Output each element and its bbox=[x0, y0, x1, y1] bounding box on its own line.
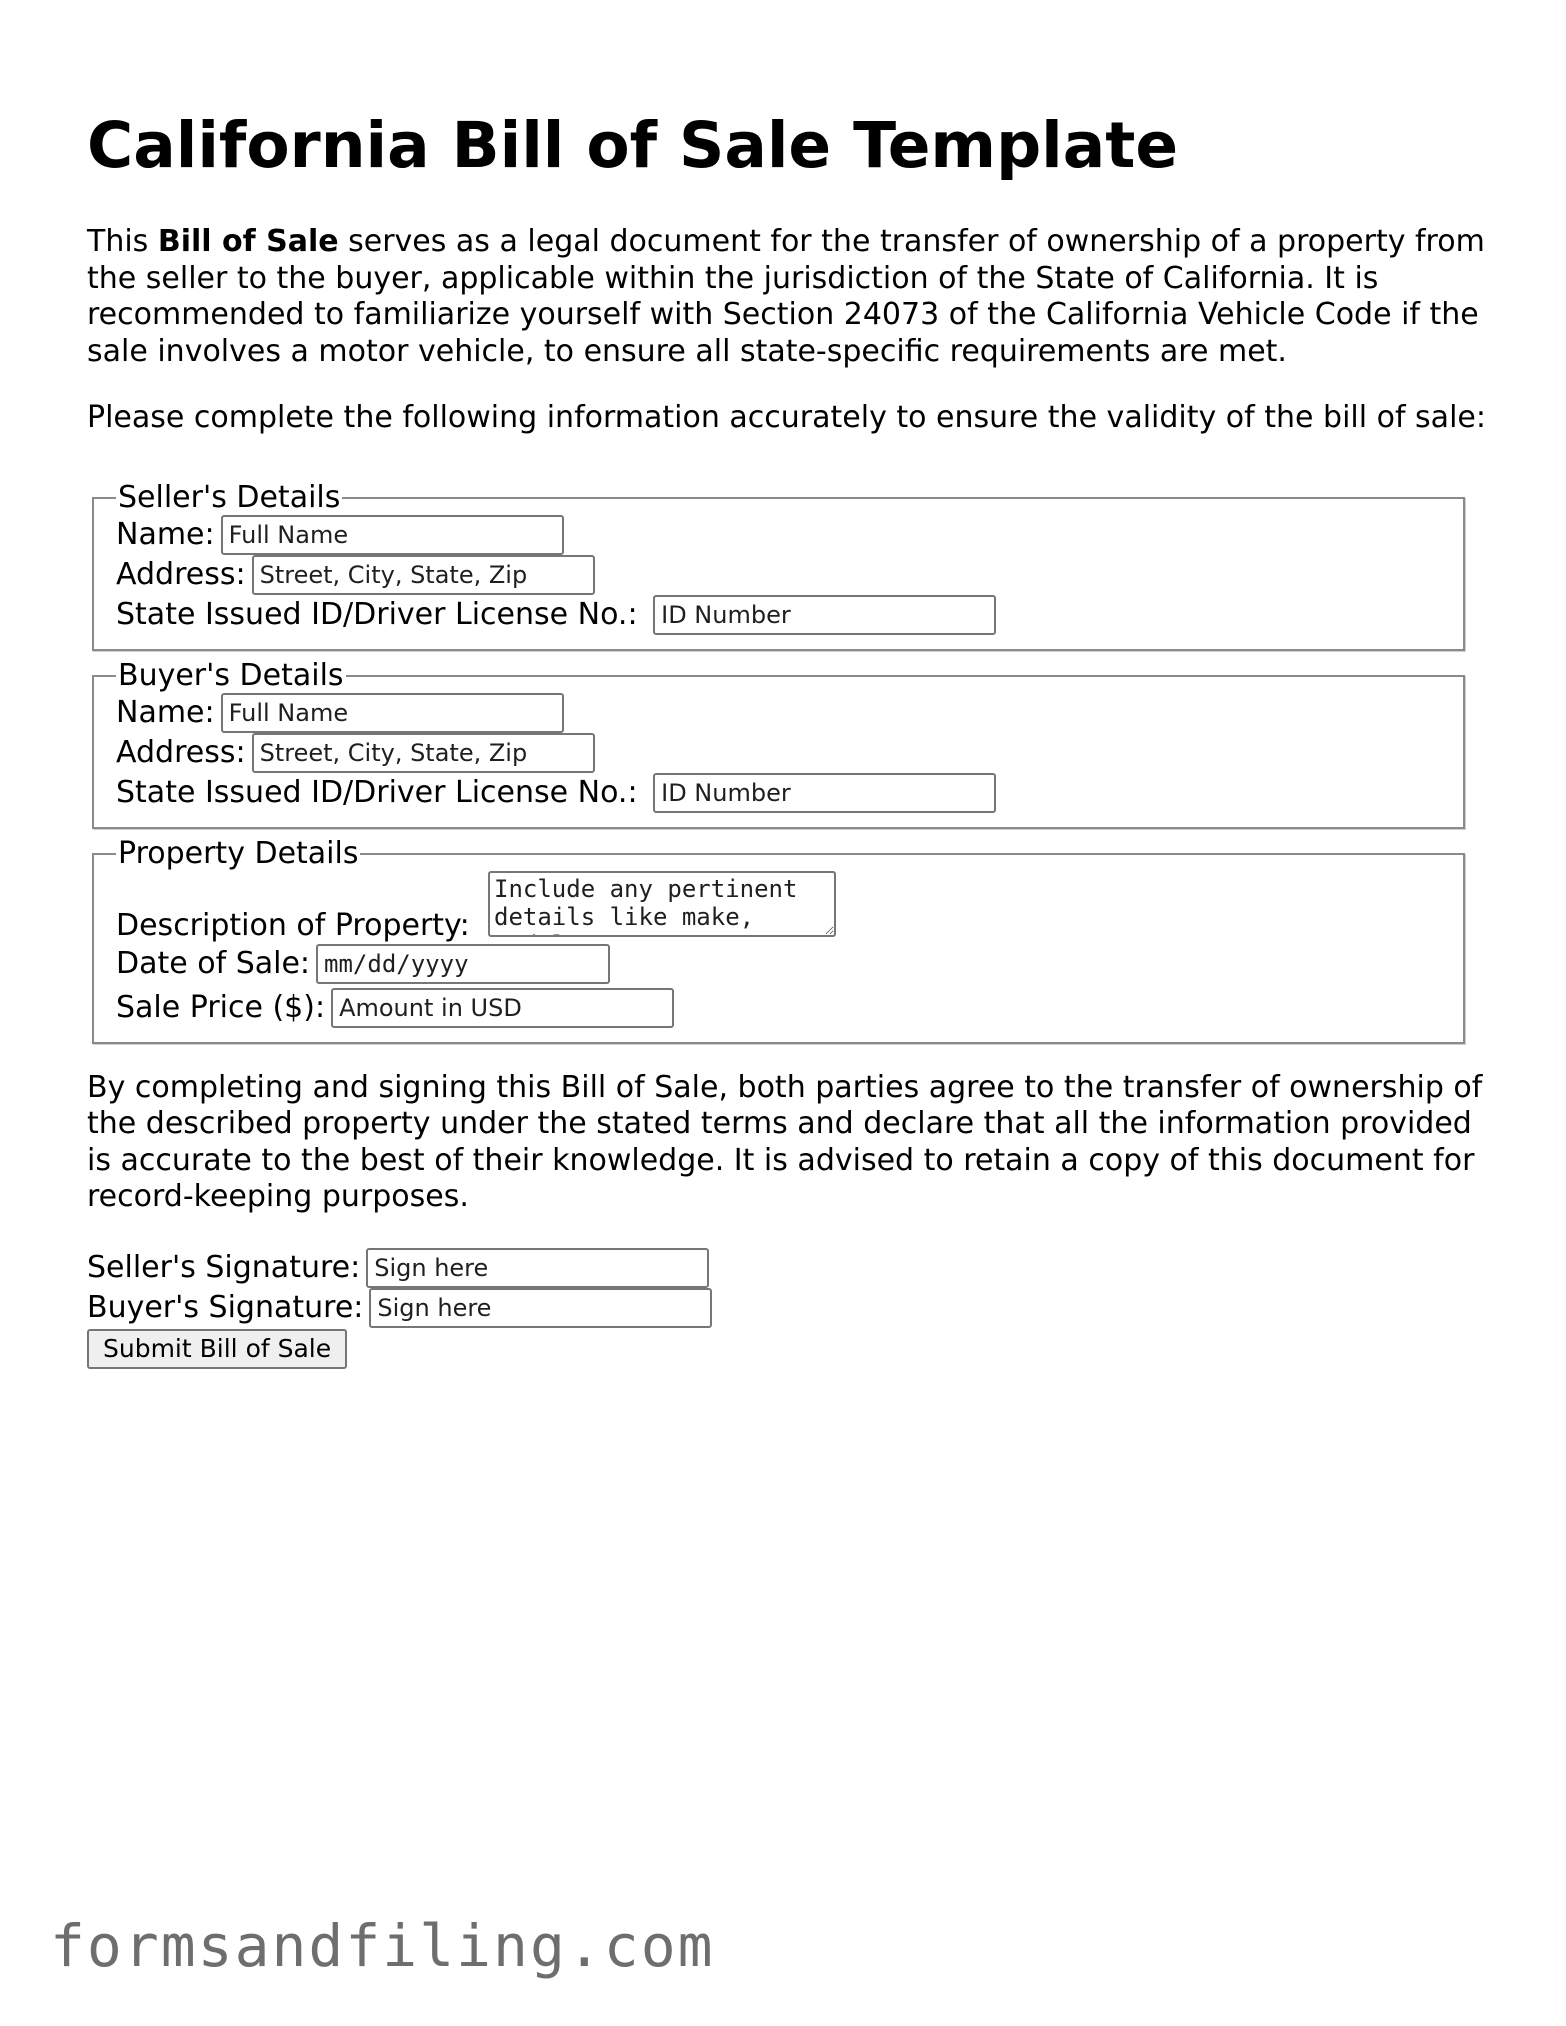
property-description-label: Description of Property: bbox=[116, 907, 470, 943]
intro-bold: Bill of Sale bbox=[157, 224, 339, 259]
seller-id-input[interactable] bbox=[653, 595, 996, 635]
buyer-id-row bbox=[116, 773, 1463, 813]
buyer-address-row bbox=[116, 733, 1463, 773]
sale-price-input[interactable] bbox=[331, 988, 674, 1028]
page-title: California Bill of Sale Template bbox=[87, 109, 1179, 182]
buyer-name-input[interactable] bbox=[221, 693, 564, 733]
instructions-paragraph: Please complete the following information accurately to ensure the validity of the bill of sale: bbox=[87, 400, 1486, 435]
intro-rest: serves as a legal document for the transfer of ownership of a property from the seller to the buyer, applicable within the jurisdiction of the State of California. It is recommended to familiarize yourself with Section 24073 of the California Vehicle Code if the sale involves a motor vehicle, to ensure all state-specific requirements are met. bbox=[87, 224, 1485, 369]
buyer-id-label: State Issued ID/Driver License No.: bbox=[116, 774, 638, 810]
sale-date-row bbox=[116, 944, 1463, 984]
property-description-textarea[interactable] bbox=[488, 871, 836, 937]
buyer-signature-label: Buyer's Signature: bbox=[87, 1289, 364, 1325]
seller-id-label: State Issued ID/Driver License No.: bbox=[116, 596, 638, 632]
buyer-address-input[interactable] bbox=[252, 733, 595, 773]
closing-paragraph: By completing and signing this Bill of Sale, both parties agree to the transfer of ownership of the described property under the stated terms and declare that all the information provided is accurate to the best of their knowledge. It is advised to retain a copy of this document for record-keeping purposes. bbox=[87, 1069, 1483, 1214]
buyer-address-label: Address: bbox=[116, 734, 246, 770]
seller-id-row bbox=[116, 595, 1463, 635]
seller-signature-row bbox=[87, 1248, 1487, 1288]
signature-block bbox=[87, 1248, 1487, 1369]
seller-name-row bbox=[116, 515, 1463, 555]
seller-signature-label: Seller's Signature: bbox=[87, 1249, 361, 1285]
seller-address-input[interactable] bbox=[252, 555, 595, 595]
buyer-name-row bbox=[116, 693, 1463, 733]
watermark-text: formsandfiling.com bbox=[50, 1912, 715, 1980]
sale-date-input[interactable] bbox=[316, 944, 610, 984]
sale-date-label: Date of Sale: bbox=[116, 945, 311, 981]
buyer-details-fieldset bbox=[92, 659, 1465, 829]
buyer-signature-input[interactable] bbox=[369, 1288, 712, 1328]
property-details-fieldset bbox=[92, 837, 1465, 1044]
seller-details-legend: Seller's Details bbox=[118, 479, 341, 515]
buyer-signature-row bbox=[87, 1288, 1487, 1328]
sale-price-label: Sale Price ($): bbox=[116, 989, 326, 1025]
property-description-row bbox=[116, 871, 1463, 944]
seller-name-input[interactable] bbox=[221, 515, 564, 555]
intro-prefix: This bbox=[87, 224, 158, 259]
seller-name-label: Name: bbox=[116, 516, 215, 552]
buyer-name-label: Name: bbox=[116, 694, 215, 730]
buyer-id-input[interactable] bbox=[653, 773, 996, 813]
property-details-legend: Property Details bbox=[118, 835, 359, 871]
seller-details-fieldset bbox=[92, 481, 1465, 651]
submit-button[interactable]: Submit Bill of Sale bbox=[87, 1329, 347, 1369]
intro-paragraph bbox=[87, 224, 1487, 370]
seller-address-label: Address: bbox=[116, 556, 246, 592]
buyer-details-legend: Buyer's Details bbox=[118, 657, 344, 693]
seller-address-row bbox=[116, 555, 1463, 595]
sale-price-row bbox=[116, 988, 1463, 1028]
bill-of-sale-page bbox=[87, 100, 1487, 1369]
seller-signature-input[interactable] bbox=[366, 1248, 709, 1288]
